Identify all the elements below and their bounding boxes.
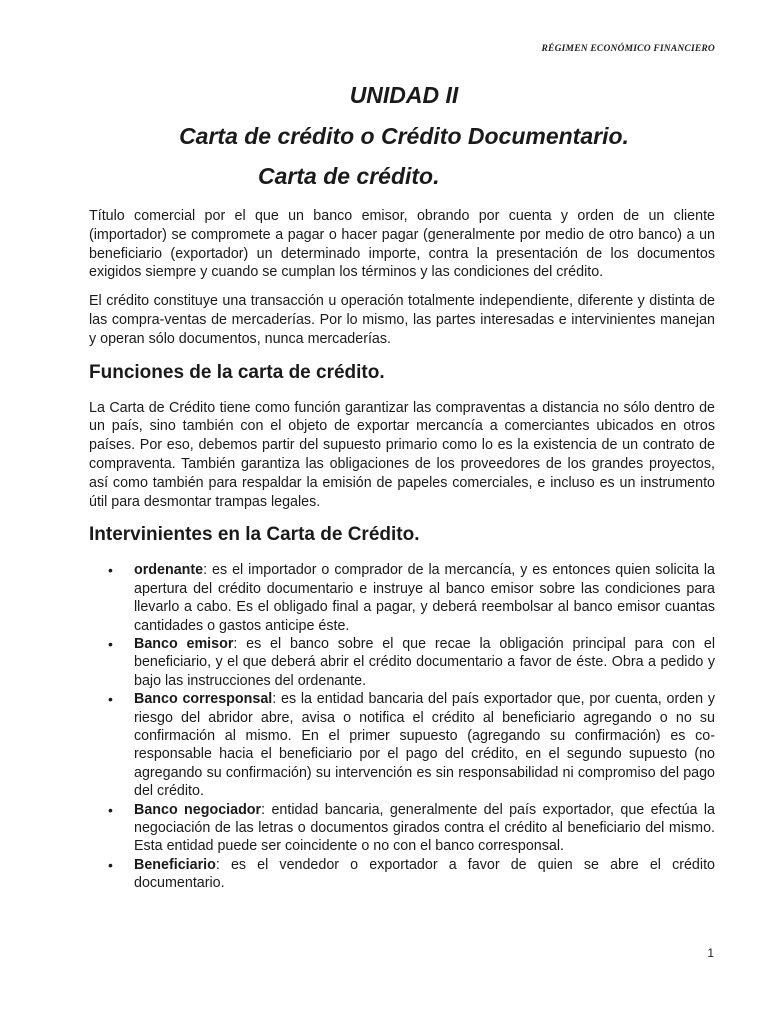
list-item xyxy=(89,856,715,893)
functions-paragraph: La Carta de Crédito tiene como función garantizar las compraventas a distancia no sólo dentro de un país, sino también con el objeto de exportar mercancía a comerciantes ubicados en otros países. Por eso, debemos partir del supuesto primario como lo es la existencia de un contrato de compraventa. También garantiza las obligaciones de los proveedores de los grandes proyectos, así como también para respaldar la emisión de papeles comerciales, e incluso es un instrumento útil para desmontar trampas legales. xyxy=(89,399,715,510)
section-subtitle: Carta de crédito. xyxy=(258,163,440,189)
title-block xyxy=(0,80,768,196)
list-item-term: Banco emisor xyxy=(134,635,234,652)
document-body xyxy=(89,207,715,893)
bullet-icon: • xyxy=(108,635,113,652)
list-item xyxy=(89,690,715,800)
functions-heading: Funciones de la carta de crédito. xyxy=(89,361,385,383)
list-item-term: Banco negociador xyxy=(134,801,262,818)
list-item-description: : es el vendedor o exportador a favor de quien se abre el crédito documentario. xyxy=(134,856,715,892)
document-title: Carta de crédito o Crédito Documentario. xyxy=(179,123,629,149)
page-number: 1 xyxy=(707,946,714,960)
running-header: RÉGIMEN ECONÓMICO FINANCIERO xyxy=(541,44,715,54)
bullet-icon: • xyxy=(108,856,113,873)
list-item-description: : entidad bancaria, generalmente del país exportador, que efectúa la negociación de las letras o documentos girados contra el crédito al beneficiario del mismo. Esta entidad puede ser coincidente o no con el banco corresponsal. xyxy=(134,801,715,855)
bullet-icon: • xyxy=(108,801,113,818)
list-item xyxy=(89,561,715,635)
list-item-term: ordenante xyxy=(134,562,204,579)
list-item-description: : es el importador o comprador de la mercancía, y es entonces quien solicita la apertura del crédito documentario e instruye al banco emisor sobre las condiciones para llevarlo a cabo. Es el obligado final a pagar, y deberá reembolsar al banco emisor cuantas cantidades o gastos anticipe éste. xyxy=(134,562,715,634)
participants-list xyxy=(89,561,715,892)
list-item-term: Beneficiario xyxy=(134,856,216,873)
list-item xyxy=(89,801,715,856)
intro-paragraph-2: El crédito constituye una transacción u operación totalmente independiente, diferente y distinta de las compra-ventas de mercaderías. Por lo mismo, las partes interesadas e intervinientes manejan y operan sólo documentos, nunca mercaderías. xyxy=(89,293,715,347)
unit-title: UNIDAD II xyxy=(349,82,459,108)
bullet-icon: • xyxy=(108,691,113,708)
participants-heading: Intervinientes en la Carta de Crédito. xyxy=(89,524,420,546)
list-item-term: Banco corresponsal xyxy=(134,691,273,708)
list-item-description: : es el banco sobre el que recae la obligación principal para con el beneficiario, y el que deberá abrir el crédito documentario a favor de éste. Obra a pedido y bajo las instrucciones del ordenante. xyxy=(134,635,715,689)
list-item xyxy=(89,635,715,690)
bullet-icon: • xyxy=(108,562,113,579)
list-item-description: : es la entidad bancaria del país exportador que, por cuenta, orden y riesgo del abridor abre, avisa o notifica el crédito al beneficiario agregando o no su confirmación al mismo. En el primer supuesto (agregando su confirmación) es co-responsable hacia el beneficiario por el pago del crédito, en el segundo supuesto (no agregando su confirmación) su intervención es sin responsabilidad ni compromiso del pago del crédito. xyxy=(134,691,715,800)
intro-paragraph-1: Título comercial por el que un banco emisor, obrando por cuenta y orden de un cliente (importador) se compromete a pagar o hacer pagar (generalmente por medio de otro banco) a un beneficiario (exportador) un determinado importe, contra la presentación de los documentos exigidos siempre y cuando se cumplan los términos y las condiciones del crédito. xyxy=(89,208,715,281)
